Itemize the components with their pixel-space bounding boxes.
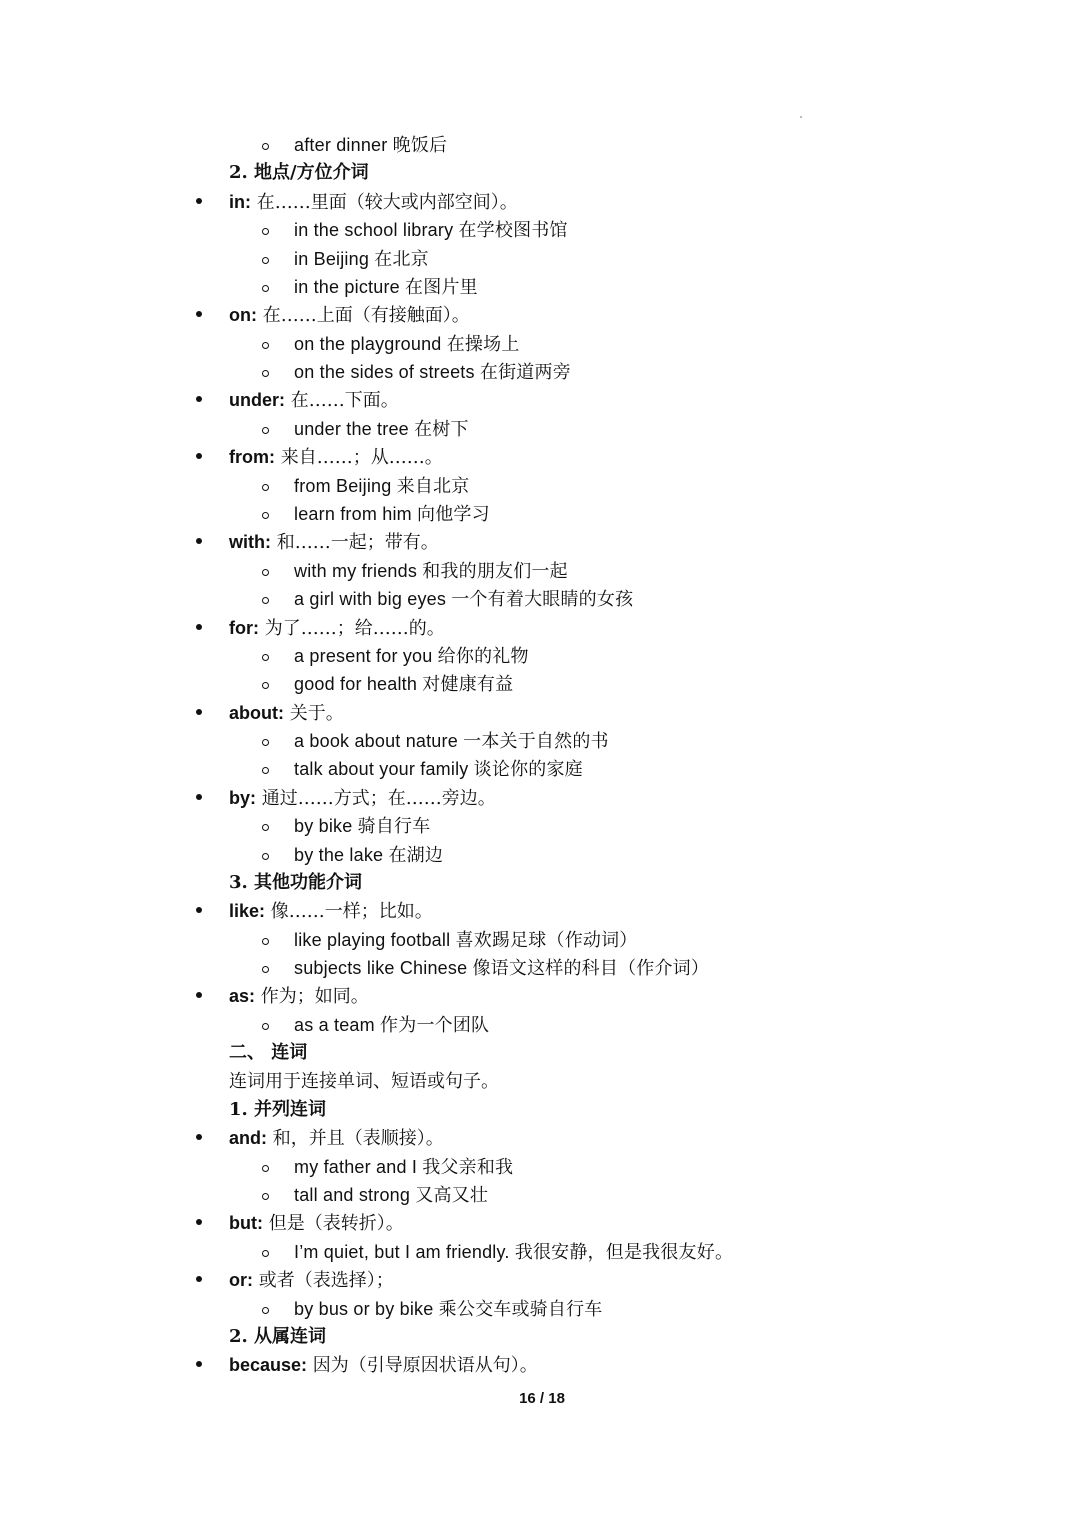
term-definition: 但是（表转折）。 [262,1213,404,1235]
example-text: under the tree 在树下 [294,418,469,439]
example-text: by the lake 在湖边 [294,844,444,865]
term-definition: 和……一起；带有。 [271,532,439,554]
section-heading-text: 3. 其他功能介词 [229,871,363,893]
bullet-icon [196,1361,202,1367]
example-text: subjects like Chinese 像语文这样的科目（作介词） [294,958,710,978]
bullet-icon [196,624,202,630]
term-definition: 像……一样；比如。 [265,901,433,923]
example-text: on the playground 在操场上 [294,333,520,354]
section-heading-text: 1. 并列连词 [229,1098,327,1120]
example-text: as a team 作为一个团队 [294,1014,490,1035]
example-text: in the picture 在图片里 [294,276,478,297]
section-heading [229,1096,326,1124]
term-keyword: under: [229,390,285,411]
hollow-bullet-icon [262,682,269,689]
example-item [294,472,469,500]
term-keyword: and: [229,1128,267,1149]
section-heading [229,869,362,897]
hollow-bullet-icon [262,257,269,264]
bullet-icon [196,794,202,800]
hollow-bullet-icon [262,966,269,973]
example-item [294,1153,513,1181]
term-keyword: like: [229,901,266,922]
hollow-bullet-icon [262,853,269,860]
term-keyword: because: [229,1355,308,1376]
bullet-icon [196,992,202,998]
example-text: in Beijing 在北京 [294,248,429,269]
definition-item [229,1209,404,1237]
section-heading-text: 2. 地点/方位介词 [229,162,369,184]
example-text: on the sides of streets 在街道两旁 [294,362,571,382]
bullet-icon [196,709,202,715]
term-definition: 通过……方式；在……旁边。 [256,787,496,809]
scan-speck [800,116,802,118]
hollow-bullet-icon [262,143,269,150]
bullet-icon [196,1276,202,1282]
section-heading [229,159,369,187]
hollow-bullet-icon [262,597,269,604]
term-definition: 来自……；从……。 [275,447,443,469]
bullet-icon [196,907,202,913]
term-definition: 或者（表选择）； [253,1270,394,1292]
definition-item [229,784,496,812]
section-heading [229,1323,326,1351]
definition-item [229,443,443,471]
example-item [294,358,571,386]
hollow-bullet-icon [262,1250,269,1257]
example-item [294,755,583,783]
term-definition: 在……里面（较大或内部空间）。 [251,191,518,213]
hollow-bullet-icon [262,767,269,774]
example-item [294,670,513,698]
term-definition: 和，并且（表顺接）。 [267,1128,444,1150]
example-item [294,1011,489,1039]
example-item [294,1295,602,1323]
example-item [294,500,490,528]
definition-item [229,386,399,414]
example-item [294,954,709,982]
example-text: in the school library 在学校图书馆 [294,220,568,241]
example-item [294,216,568,244]
hollow-bullet-icon [262,427,269,434]
hollow-bullet-icon [262,739,269,746]
definition-item [229,188,518,216]
hollow-bullet-icon [262,1023,269,1030]
paragraph [229,1068,499,1096]
definition-item [229,301,470,329]
hollow-bullet-icon [262,512,269,519]
example-item [294,415,469,443]
hollow-bullet-icon [262,1307,269,1314]
bullet-icon [196,1134,202,1140]
hollow-bullet-icon [262,654,269,661]
example-text: learn from him 向他学习 [294,503,490,524]
example-item [294,926,638,954]
term-definition: 在……下面。 [285,390,399,412]
example-item [294,727,609,755]
definition-item [229,982,369,1010]
hollow-bullet-icon [262,824,269,831]
example-text: I’m quiet, but I am friendly. 我很安静，但是我很友好。 [294,1241,734,1262]
example-text: like playing football 喜欢踢足球（作动词） [294,929,638,950]
term-keyword: with: [229,532,271,553]
definition-item [229,699,344,727]
bullet-icon [196,311,202,317]
definition-item [229,614,445,642]
page-number: 16 / 18 [519,1390,565,1407]
example-text: tall and strong 又高又壮 [294,1185,489,1206]
example-item [294,330,520,358]
term-definition: 因为（引导原因状语从句）。 [307,1355,538,1377]
hollow-bullet-icon [262,1193,269,1200]
definition-item [229,1266,394,1294]
definition-item [229,1124,444,1152]
hollow-bullet-icon [262,342,269,349]
example-item [294,245,429,273]
hollow-bullet-icon [262,228,269,235]
paragraph-text: 连词用于连接单词、短语或句子。 [229,1070,499,1092]
example-item [294,131,447,159]
example-item [294,841,443,869]
term-keyword: by: [229,787,256,808]
section-heading [229,1039,307,1067]
example-text: good for health 对健康有益 [294,674,514,695]
term-definition: 在……上面（有接触面）。 [256,305,470,327]
example-item [294,273,478,301]
bullet-icon [196,453,202,459]
hollow-bullet-icon [262,285,269,292]
bullet-icon [196,396,202,402]
example-item [294,812,430,840]
example-text: my father and I 我父亲和我 [294,1156,514,1177]
hollow-bullet-icon [262,938,269,945]
example-text: a present for you 给你的礼物 [294,645,529,666]
term-keyword: for: [229,617,259,638]
term-keyword: in: [229,191,251,212]
hollow-bullet-icon [262,484,269,491]
term-keyword: from: [229,447,275,468]
definition-item [229,897,433,925]
term-definition: 关于。 [283,702,344,724]
term-definition: 为了……；给……的。 [259,617,445,639]
section-heading-text: 二、 连词 [229,1042,308,1064]
bullet-icon [196,198,202,204]
hollow-bullet-icon [262,569,269,576]
definition-item [229,528,439,556]
example-item [294,1238,733,1266]
example-text: by bike 骑自行车 [294,816,431,837]
bullet-icon [196,538,202,544]
example-item [294,585,633,613]
example-text: with my friends 和我的朋友们一起 [294,560,568,581]
example-text: talk about your family 谈论你的家庭 [294,759,583,780]
example-text: a girl with big eyes 一个有着大眼睛的女孩 [294,589,634,610]
term-keyword: or: [229,1270,253,1291]
term-definition: 作为；如同。 [255,986,369,1008]
term-keyword: on: [229,305,257,326]
bullet-icon [196,1219,202,1225]
example-text: from Beijing 来自北京 [294,475,470,496]
term-keyword: but: [229,1213,263,1234]
example-text: after dinner 晚饭后 [294,135,448,155]
term-keyword: about: [229,702,284,723]
example-text: a book about nature 一本关于自然的书 [294,731,609,751]
example-item [294,1181,488,1209]
definition-item [229,1351,538,1379]
term-keyword: as: [229,986,256,1007]
section-heading-text: 2. 从属连词 [229,1326,327,1347]
hollow-bullet-icon [262,1165,269,1172]
example-text: by bus or by bike 乘公交车或骑自行车 [294,1298,603,1319]
hollow-bullet-icon [262,370,269,377]
example-item [294,557,568,585]
example-item [294,642,529,670]
